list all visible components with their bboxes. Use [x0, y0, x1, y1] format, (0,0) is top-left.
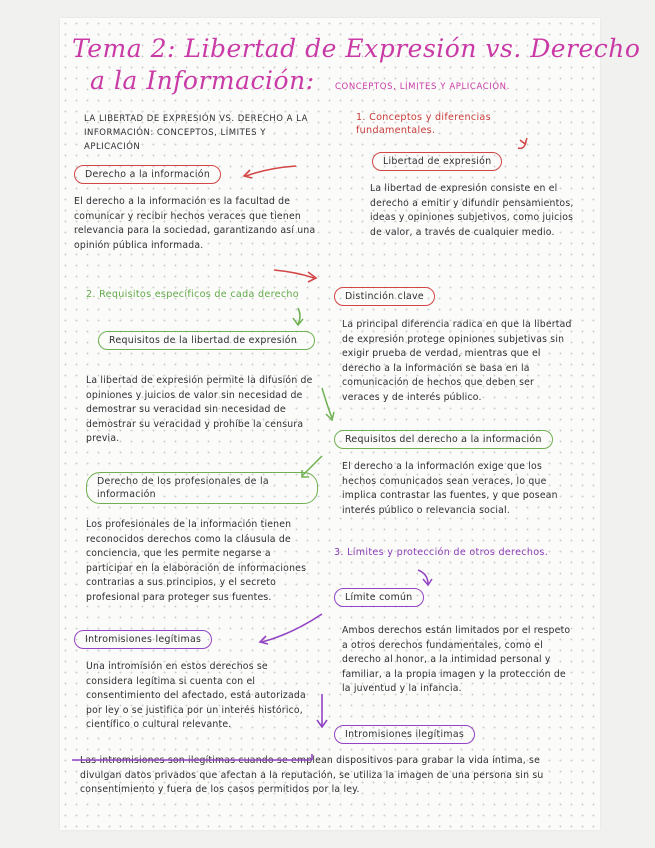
page-title: Tema 2: Libertad de Expresión vs. Derecho	[72, 34, 641, 63]
page-subtitle: CONCEPTOS, LÍMITES Y APLICACIÓN.	[335, 82, 510, 92]
box-derecho-informacion: Derecho a la información	[74, 165, 221, 184]
arrow-icon	[246, 166, 296, 176]
libertad-expresion-text: La libertad de expresión consiste en el derecho a emitir y difundir pensamientos, ideas y opiniones subjetivos, como juicios de valor, a través de cualquier medio.	[370, 183, 574, 238]
intromisiones-ilegitimas-text: Las intromisiones son ilegítimas cuando se emplean dispositivos para grabar la vida íntima, se divulgan datos privados que afectan a la reputación, se utiliza la imagen de una persona sin su consentimiento y fuera de los casos permitidos por la ley.	[80, 755, 544, 796]
arrow-icon	[322, 388, 332, 418]
arrow-icon	[293, 318, 303, 325]
requisitos-derecho-text: El derecho a la información exige que los hechos comunicados sean veraces, lo que implica contrastar las fuentes, y que posean interés público o relevancia social.	[342, 461, 558, 516]
box-profesionales: Derecho de los profesionales de la información	[86, 472, 318, 504]
arrow-icon	[418, 570, 428, 584]
connector-arrows	[60, 18, 600, 830]
derecho-informacion-text: El derecho a la información es la facultad de comunicar y recibir hechos veraces que tienen relevancia para la sociedad, garantizando así una opinión pública informada.	[74, 196, 316, 251]
box-libertad-expresion: Libertad de expresión	[372, 152, 502, 171]
box-requisitos-derecho: Requisitos del derecho a la información	[334, 430, 553, 449]
arrow-icon	[298, 308, 300, 324]
arrow-icon	[302, 456, 322, 476]
limite-comun-text: Ambos derechos están limitados por el respeto a otros derechos fundamentales, como el derecho al honor, a la intimidad personal y familiar, a la propia imagen y la protección de la juventud y la infancia.	[342, 625, 571, 695]
page-title-line2: a la Información:	[90, 66, 315, 95]
intromisiones-legitimas-text: Una intromisión en estos derechos se considera legítima si cuenta con el consentimiento del afectado, está autorizada por ley o se justifica por un interés histórico, científico o cultural relevante.	[86, 661, 306, 731]
arrow-icon	[274, 270, 314, 278]
arrow-icon	[262, 614, 322, 642]
notebook-page	[60, 18, 641, 830]
section-1-heading: 1. Conceptos y diferencias fundamentales.	[356, 112, 491, 136]
section-3-heading: 3. Límites y protección de otros derechos.	[334, 547, 549, 558]
box-distincion-clave: Distinción clave	[334, 287, 435, 306]
box-requisitos-libertad: Requisitos de la libertad de expresión	[98, 331, 315, 350]
distincion-clave-text: La principal diferencia radica en que la libertad de expresión protege opiniones subjetivas sin exigir prueba de verdad, mientras que el derecho a la información se basa en la comunicación de hechos que deben ser veraces y de interés público.	[342, 319, 572, 403]
section-2-heading: 2. Requisitos específicos de cada derecho	[86, 289, 299, 300]
requisitos-libertad-text: La libertad de expresión permite la difusión de opiniones y juicios de valor sin necesidad de demostrar su veracidad sin necesidad de demostrar su veracidad y prohíbe la censura previa.	[86, 375, 313, 445]
box-limite-comun: Límite común	[334, 588, 424, 607]
intro-text: LA LIBERTAD DE EXPRESIÓN VS. DERECHO A LA INFORMACIÓN: CONCEPTOS, LÍMITES Y APLICACIÓN	[84, 114, 308, 152]
profesionales-text: Los profesionales de la información tienen reconocidos derechos como la cláusula de conciencia, que les permite negarse a participar en la elaboración de informaciones contrarias a sus principios, y el secreto profesional para proteger sus fuentes.	[86, 519, 307, 603]
box-intromisiones-ilegitimas: Intromisiones ilegítimas	[334, 725, 475, 744]
arrow-icon	[520, 138, 527, 144]
box-intromisiones-legitimas: Intromisiones legítimas	[74, 630, 212, 649]
connector-line	[72, 754, 312, 760]
